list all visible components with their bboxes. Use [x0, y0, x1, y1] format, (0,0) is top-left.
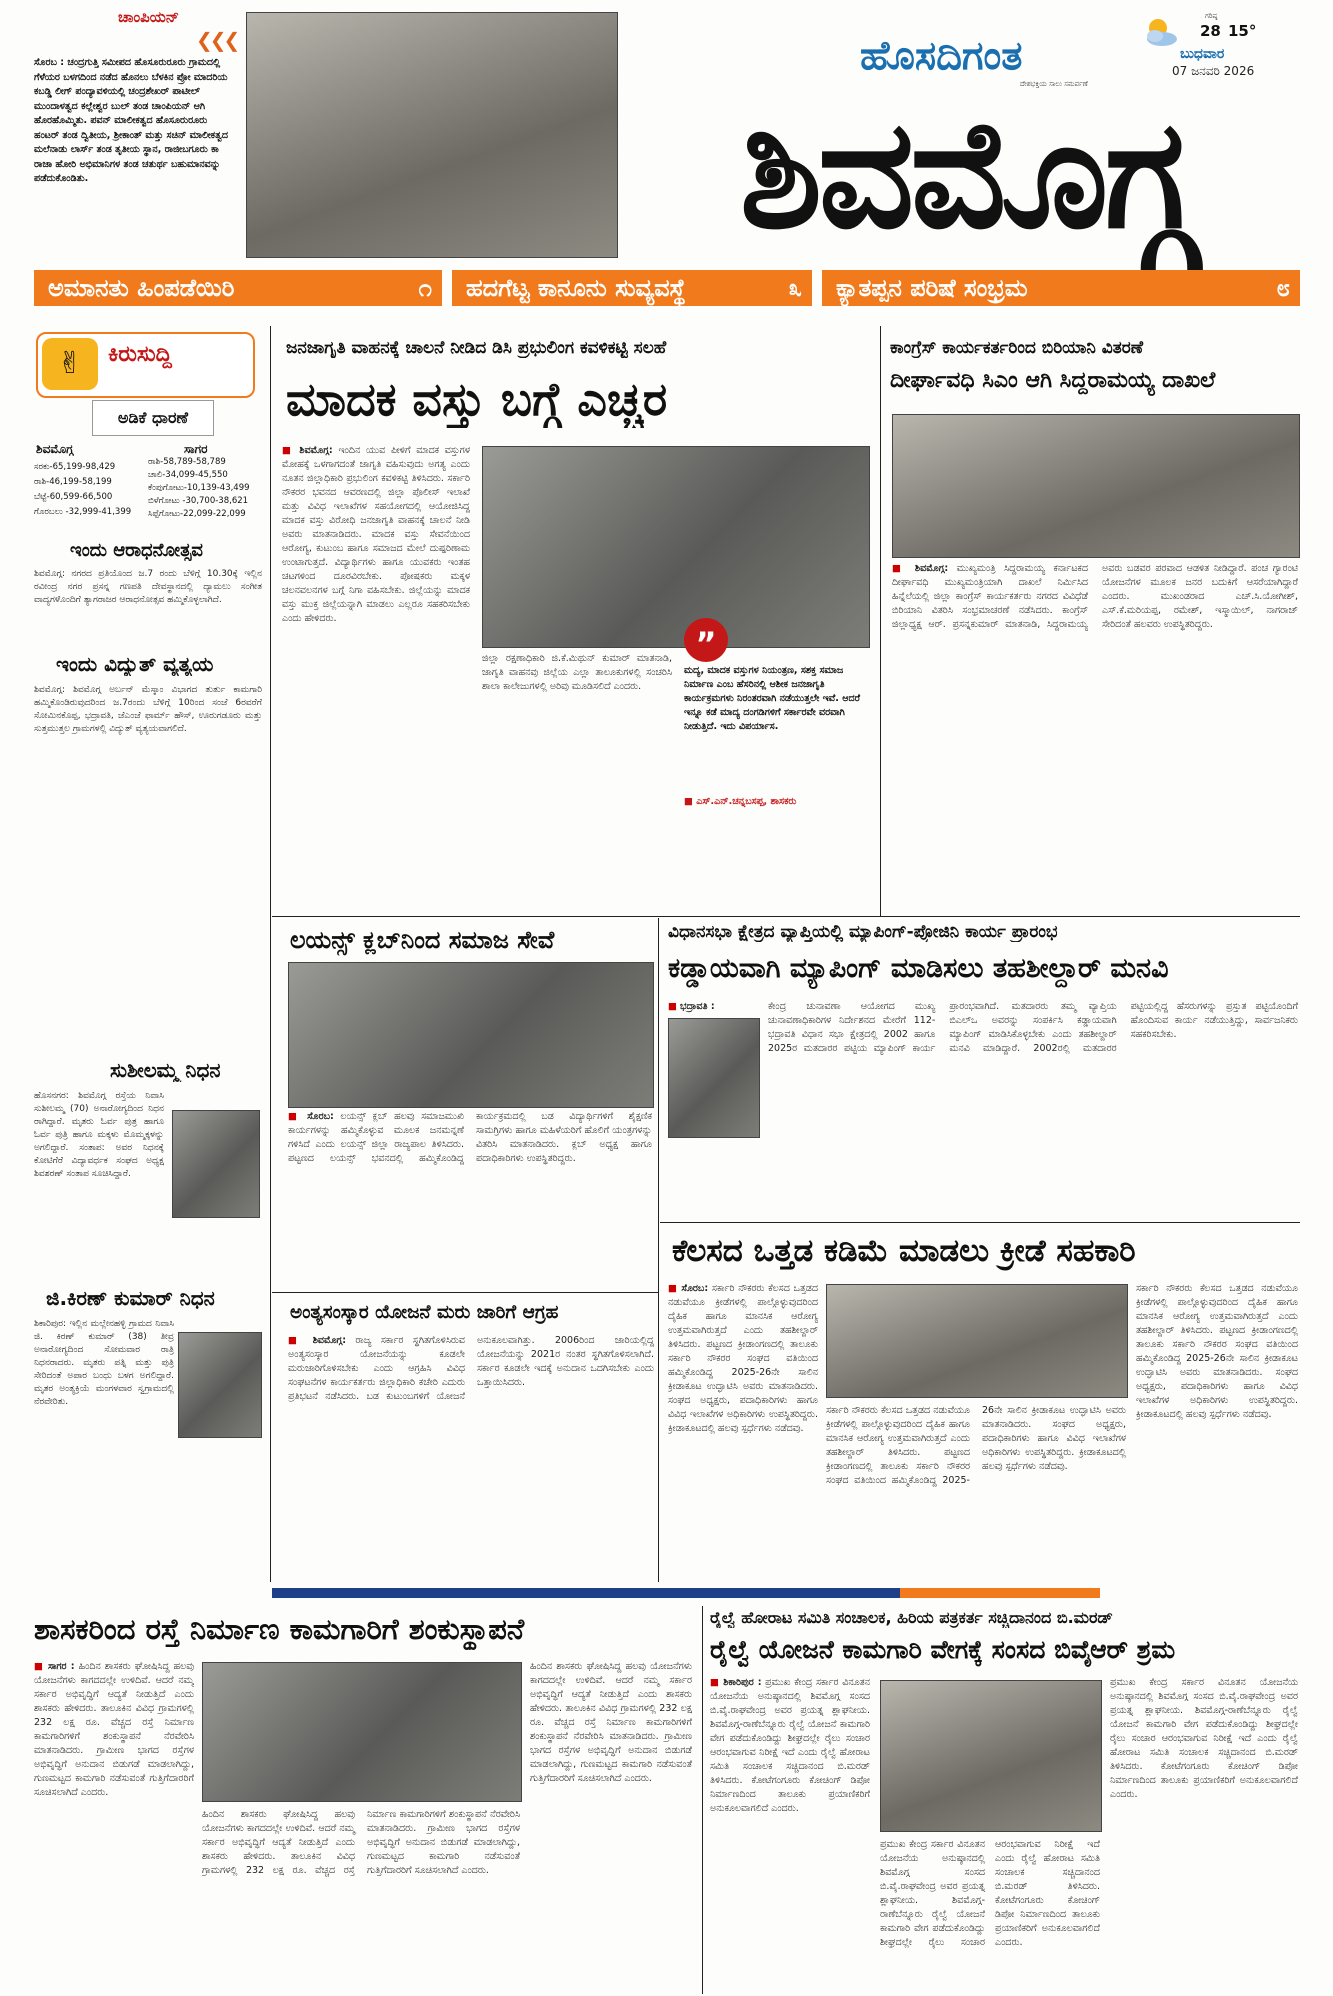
- story7-headline: ಶಾಸಕರಿಂದ ರಸ್ತೆ ನಿರ್ಮಾಣ ಕಾಮಗಾರಿಗೆ ಶಂಕುಸ್ಥಾಪನೆ: [34, 1612, 525, 1646]
- story4-headline: ಅಂತ್ಯಸಂಸ್ಕಾರ ಯೋಜನೆ ಮರು ಜಾರಿಗೆ ಆಗ್ರಹ: [290, 1302, 559, 1323]
- story3-photo: [288, 962, 654, 1108]
- champion-caption: ಸೊರಬ : ಚಂದ್ರಗುತ್ತಿ ಸಮೀಪದ ಹೊಸೂರುರೂರು ಗ್ರಾಮದಲ್ಲಿ ಗೆಳೆಯರ ಬಳಗದಿಂದ ನಡೆದ ಹೊನಲು ಬೆಳಕಿನ ಪ್ರೋ ಮಾದರಿಯ ಕಬಡ್ಡಿ ಲೀಗ್ ಪಂದ್ಯಾವಳಿಯಲ್ಲಿ ಚಂದ್ರಶೇಖರ್ ಪಾಟೀಲ್ ಮುಂದಾಳತ್ವದ ಕಲ್ಲೇಶ್ವರ ಬುಲ್ ತಂಡ ಚಾಂಪಿಯನ್ ಆಗಿ ಹೊರಹೊಮ್ಮಿತು. ಪವನ್ ಮಾಲೀಕತ್ವದ ಹೊಸೂರುರೂರು ಹಂಟರ್ ತಂಡ ದ್ವಿತೀಯ, ಶ್ರೀಕಾಂತ್ ಮತ್ತು ಸಚಿನ್ ಮಾಲೀಕತ್ವದ ಮಲೆನಾಡು ಲಾರ್ಸ್ ತಂಡ ತೃತೀಯ ಸ್ಥಾನ, ರಾಜೀಬಗೂರು ಕಾ ರಾಜಾ ಹೋರಿ ಅಭಿಮಾನಿಗಳ ತಂಡ ಚತುರ್ಥ ಬಹುಮಾನವನ್ನು ಪಡೆದುಕೊಂಡಿತು.: [34, 57, 228, 184]
- story2-headline: ದೀರ್ಘಾವಧಿ ಸಿಎಂ ಆಗಿ ಸಿದ್ದರಾಮಯ್ಯ ದಾಖಲೆ: [890, 368, 1216, 393]
- divider: [702, 1606, 703, 1994]
- index-title: ಕ್ಯಾತಪ್ಪನ ಪರಿಷೆ ಸಂಭ್ರಮ: [836, 274, 1028, 302]
- bullet-icon: ■: [892, 563, 907, 574]
- story5-kicker: ವಿಧಾನಸಭಾ ಕ್ಷೇತ್ರದ ವ್ಯಾಪ್ತಿಯಲ್ಲಿ ಮ್ಯಾಪಿಂಗ್-ಪ್ರೋಜಿನಿ ಕಾರ್ಯ ಪ್ರಾರಂಭ: [668, 922, 1058, 942]
- index-bar-3[interactable]: [822, 270, 1300, 306]
- rate-line: ರಾಶಿ-58,789-58,789: [148, 457, 226, 467]
- temp-label: ಗರಿಷ್ಠ: [1205, 12, 1218, 20]
- index-title: ಹದಗೆಟ್ಟ ಕಾನೂನು ಸುವ್ಯವಸ್ಥೆ: [466, 274, 686, 302]
- story1-body: [282, 444, 470, 910]
- rate-line: ಕೆಂಪುಗೋಟು-10,139-43,499: [148, 483, 250, 493]
- story2-photo: [892, 414, 1300, 558]
- bullet-icon: ■: [710, 1677, 720, 1688]
- bullet-icon: ■: [282, 445, 294, 456]
- story7-body2: ಹಿಂದಿನ ಶಾಸಕರು ಘೋಷಿಸಿದ್ದ ಹಲವು ಯೋಜನೆಗಳು ಕಾಗದದಲ್ಲೇ ಉಳಿದಿವೆ. ಆದರೆ ನಮ್ಮ ಸರ್ಕಾರ ಅಭಿವೃದ್ಧಿಗೆ ಆದ್ಯತೆ ನೀಡುತ್ತಿದೆ ಎಂದು ಶಾಸಕರು ಹೇಳಿದರು. ತಾಲೂಕಿನ ವಿವಿಧ ಗ್ರಾಮಗಳಲ್ಲಿ 232 ಲಕ್ಷ ರೂ. ವೆಚ್ಚದ ರಸ್ತೆ ನಿರ್ಮಾಣ ಕಾಮಗಾರಿಗಳಿಗೆ ಶಂಕುಸ್ಥಾಪನೆ ನೆರವೇರಿಸಿ ಮಾತನಾಡಿದರು. ಗ್ರಾಮೀಣ ಭಾಗದ ರಸ್ತೆಗಳ ಅಭಿವೃದ್ಧಿಗೆ ಅನುದಾನ ಬಿಡುಗಡೆ ಮಾಡಲಾಗಿದ್ದು, ಗುಣಮಟ್ಟದ ಕಾಮಗಾರಿ ನಡೆಸುವಂತೆ ಗುತ್ತಿಗೆದಾರರಿಗೆ ಸೂಚಿಸಲಾಗಿದೆ ಎಂದರು.: [202, 1809, 520, 1876]
- story7-body3: ಹಿಂದಿನ ಶಾಸಕರು ಘೋಷಿಸಿದ್ದ ಹಲವು ಯೋಜನೆಗಳು ಕಾಗದದಲ್ಲೇ ಉಳಿದಿವೆ. ಆದರೆ ನಮ್ಮ ಸರ್ಕಾರ ಅಭಿವೃದ್ಧಿಗೆ ಆದ್ಯತೆ ನೀಡುತ್ತಿದೆ ಎಂದು ಶಾಸಕರು ಹೇಳಿದರು. ತಾಲೂಕಿನ ವಿವಿಧ ಗ್ರಾಮಗಳಲ್ಲಿ 232 ಲಕ್ಷ ರೂ. ವೆಚ್ಚದ ರಸ್ತೆ ನಿರ್ಮಾಣ ಕಾಮಗಾರಿಗಳಿಗೆ ಶಂಕುಸ್ಥಾಪನೆ ನೆರವೇರಿಸಿ ಮಾತನಾಡಿದರು. ಗ್ರಾಮೀಣ ಭಾಗದ ರಸ್ತೆಗಳ ಅಭಿವೃದ್ಧಿಗೆ ಅನುದಾನ ಬಿಡುಗಡೆ ಮಾಡಲಾಗಿದ್ದು, ಗುಣಮಟ್ಟದ ಕಾಮಗಾರಿ ನಡೆಸುವಂತೆ ಗುತ್ತಿಗೆದಾರರಿಗೆ ಸೂಚಿಸಲಾಗಿದೆ ಎಂದರು.: [530, 1661, 692, 1784]
- bullet-icon: ■: [288, 1335, 304, 1346]
- bullet-icon: ■: [668, 1283, 678, 1294]
- story7-dateline: ಸಾಗರ :: [47, 1661, 75, 1672]
- bullet-icon: ■: [34, 1661, 44, 1672]
- sushila-text: ಹೊಸನಗರ: ಶಿವಮೊಗ್ಗ ರಸ್ತೆಯ ನಿವಾಸಿ ಸುಶೀಲಮ್ಮ (70) ಅನಾರೋಗ್ಯದಿಂದ ನಿಧನ ರಾಗಿದ್ದಾರೆ. ಮೃತರು ಓರ್ವ ಪುತ್ರ ಹಾಗೂ ಓರ್ವ ಪುತ್ರಿ ಹಾಗೂ ಮಕ್ಕಳು ಮೊಮ್ಮಕ್ಕಳನ್ನು ಅಗಲಿದ್ದಾರೆ. ಸಂತಾಪ: ಅವರ ನಿಧನಕ್ಕೆ ಕೋಟಿಗೆರೆ ವಿದ್ಯಾವರ್ಧಕ ಸಂಘದ ಅಧ್ಯಕ್ಷ ಶಿವಶರಣ್ ಸಂತಾಪ ಸೂಚಿಸಿದ್ದಾರೆ.: [34, 1091, 164, 1179]
- story4-text: ರಾಜ್ಯ ಸರ್ಕಾರ ಸ್ಥಗಿತಗೊಳಿಸಿರುವ ಅಂತ್ಯಸಂಸ್ಕಾರ ಯೋಜನೆಯನ್ನು ಕೂಡಲೇ ಮರುಜಾರಿಗೊಳಿಸಬೇಕು ಎಂದು ಆಗ್ರಹಿಸಿ ವಿವಿಧ ಸಂಘಟನೆಗಳ ಕಾರ್ಯಕರ್ತರು ಜಿಲ್ಲಾಧಿಕಾರಿ ಕಚೇರಿ ಎದುರು ಪ್ರತಿಭಟನೆ ನಡೆಸಿದರು. ಬಡ ಕುಟುಂಬಗಳಿಗೆ ಯೋಜನೆ ಅನುಕೂಲವಾಗಿತ್ತು. 2006ರಿಂದ ಜಾರಿಯಲ್ಲಿದ್ದ ಯೋಜನೆಯನ್ನು 2021ರ ನಂತರ ಸ್ಥಗಿತಗೊಳಿಸಲಾಗಿದೆ. ಸರ್ಕಾರ ಕೂಡಲೇ ಇದಕ್ಕೆ ಅನುದಾನ ಒದಗಿಸಬೇಕು ಎಂದು ಒತ್ತಾಯಿಸಿದರು.: [288, 1335, 654, 1402]
- rate-line: ಚಾಲಿ-34,099-45,550: [148, 470, 228, 480]
- sushila-photo: [172, 1110, 260, 1218]
- story1-body2: ಜಿಲ್ಲಾ ರಕ್ಷಣಾಧಿಕಾರಿ ಜಿ.ಕೆ.ಮಿಥುನ್ ಕುಮಾರ್ ಮಾತನಾಡಿ, ಜಾಗೃತಿ ವಾಹನವು ಜಿಲ್ಲೆಯ ಎಲ್ಲಾ ತಾಲೂಕುಗಳಲ್ಲಿ ಸಂಚರಿಸಿ ಶಾಲಾ ಕಾಲೇಜುಗಳಲ್ಲಿ ಅರಿವು ಮೂಡಿಸಲಿದೆ ಎಂದರು.: [482, 653, 672, 692]
- story8-body2: ಪ್ರಮುಖ ಕೇಂದ್ರ ಸರ್ಕಾರ ವಿನೂತನ ಯೋಜನೆಯ ಅನುಷ್ಠಾನದಲ್ಲಿ ಶಿವಮೊಗ್ಗ ಸಂಸದ ಬಿ.ವೈ.ರಾಘವೇಂದ್ರ ಅವರ ಪ್ರಯತ್ನ ಶ್ಲಾಘನೀಯ. ಶಿವಮೊಗ್ಗ-ರಾಣೆಬೆನ್ನೂರು ರೈಲ್ವೆ ಯೋಜನೆ ಕಾಮಗಾರಿ ವೇಗ ಪಡೆದುಕೊಂಡಿದ್ದು ಶೀಘ್ರದಲ್ಲೇ ರೈಲು ಸಂಚಾರ ಆರಂಭವಾಗುವ ನಿರೀಕ್ಷೆ ಇದೆ ಎಂದು ರೈಲ್ವೆ ಹೋರಾಟ ಸಮಿತಿ ಸಂಚಾಲಕ ಸಚ್ಚಿದಾನಂದ ಬಿ.ಮರಡ್ ತಿಳಿಸಿದರು. ಕೋಟೆಗಂಗೂರು ಕೋಚಿಂಗ್ ಡಿಪೋ ನಿರ್ಮಾಣದಿಂದ ತಾಲೂಕು ಪ್ರಯಾಣಿಕರಿಗೆ ಅನುಕೂಲವಾಗಲಿದೆ ಎಂದರು.: [880, 1839, 1100, 1948]
- story5-dateline: ಭದ್ರಾವತಿ :: [680, 1001, 715, 1012]
- kiran-photo: [178, 1332, 262, 1438]
- shimoga-rates-title: ಶಿವಮೊಗ್ಗ: [36, 442, 74, 456]
- story8-body3: ಪ್ರಮುಖ ಕೇಂದ್ರ ಸರ್ಕಾರ ವಿನೂತನ ಯೋಜನೆಯ ಅನುಷ್ಠಾನದಲ್ಲಿ ಶಿವಮೊಗ್ಗ ಸಂಸದ ಬಿ.ವೈ.ರಾಘವೇಂದ್ರ ಅವರ ಪ್ರಯತ್ನ ಶ್ಲಾಘನೀಯ. ಶಿವಮೊಗ್ಗ-ರಾಣೆಬೆನ್ನೂರು ರೈಲ್ವೆ ಯೋಜನೆ ಕಾಮಗಾರಿ ವೇಗ ಪಡೆದುಕೊಂಡಿದ್ದು ಶೀಘ್ರದಲ್ಲೇ ರೈಲು ಸಂಚಾರ ಆರಂಭವಾಗುವ ನಿರೀಕ್ಷೆ ಇದೆ ಎಂದು ರೈಲ್ವೆ ಹೋರಾಟ ಸಮಿತಿ ಸಂಚಾಲಕ ಸಚ್ಚಿದಾನಂದ ಬಿ.ಮರಡ್ ತಿಳಿಸಿದರು. ಕೋಟೆಗಂಗೂರು ಕೋಚಿಂಗ್ ಡಿಪೋ ನಿರ್ಮಾಣದಿಂದ ತಾಲೂಕು ಪ್ರಯಾಣಿಕರಿಗೆ ಅನುಕೂಲವಾಗಲಿದೆ ಎಂದರು.: [1110, 1677, 1298, 1800]
- divider: [272, 1292, 658, 1293]
- section-strip: [900, 1588, 1100, 1598]
- quote-icon: ”: [684, 618, 728, 662]
- kiran-text: ಶಿಕಾರಿಪುರ: ಇಲ್ಲಿನ ಮಲ್ಲೇನಹಳ್ಳಿ ಗ್ರಾಮದ ನಿವಾಸಿ ಜಿ. ಕಿರಣ್ ಕುಮಾರ್ (38) ತೀವ್ರ ಅನಾರೋಗ್ಯದಿಂದ ಸೋಮವಾರ ರಾತ್ರಿ ನಿಧನರಾದರು. ಮೃತರು ಪತ್ನಿ ಮತ್ತು ಪುತ್ರಿ ಸೇರಿದಂತೆ ಅಪಾರ ಬಂಧು ಬಳಗ ಅಗಲಿದ್ದಾರೆ. ಮೃತರ ಅಂತ್ಯಕ್ರಿಯೆ ಮಂಗಳವಾರ ಸ್ವಗ್ರಾಮದಲ್ಲಿ ನೆರವೇರಿತು.: [34, 1319, 174, 1407]
- weather-icon: [1140, 14, 1180, 48]
- story3-dateline: ಸೊರಬ:: [307, 1111, 334, 1122]
- divider: [658, 918, 659, 1582]
- story4-dateline: ಶಿವಮೊಗ್ಗ:: [312, 1335, 347, 1346]
- index-title: ಅಮಾನತು ಹಿಂಪಡೆಯಿರಿ: [48, 274, 235, 302]
- sagar-rates-title: ಸಾಗರ: [184, 442, 208, 456]
- paper-logo: ಹೊಸದಿಗಂತ: [860, 33, 1023, 79]
- story8-body: [710, 1676, 870, 1990]
- story2-kicker: ಕಾಂಗ್ರೆಸ್ ಕಾರ್ಯಕರ್ತರಿಂದ ಬಿರಿಯಾನಿ ವಿತರಣೆ: [890, 338, 1144, 358]
- story6-body3: ಸರ್ಕಾರಿ ನೌಕರರು ಕೆಲಸದ ಒತ್ತಡದ ನಡುವೆಯೂ ಕ್ರೀಡೆಗಳಲ್ಲಿ ಪಾಲ್ಗೊಳ್ಳುವುದರಿಂದ ದೈಹಿಕ ಹಾಗೂ ಮಾನಸಿಕ ಆರೋಗ್ಯ ಉತ್ತಮವಾಗಿರುತ್ತದೆ ಎಂದು ತಹಶೀಲ್ದಾರ್ ತಿಳಿಸಿದರು. ಪಟ್ಟಣದ ಕ್ರೀಡಾಂಗಣದಲ್ಲಿ ತಾಲೂಕು ಸರ್ಕಾರಿ ನೌಕರರ ಸಂಘದ ವತಿಯಿಂದ ಹಮ್ಮಿಕೊಂಡಿದ್ದ 2025-26ನೇ ಸಾಲಿನ ಕ್ರೀಡಾಕೂಟ ಉದ್ಘಾಟಿಸಿ ಅವರು ಮಾತನಾಡಿದರು. ಸಂಘದ ಅಧ್ಯಕ್ಷರು, ಪದಾಧಿಕಾರಿಗಳು ಹಾಗೂ ವಿವಿಧ ಇಲಾಖೆಗಳ ಅಧಿಕಾರಿಗಳು ಉಪಸ್ಥಿತರಿದ್ದರು. ಕ್ರೀಡಾಕೂಟದಲ್ಲಿ ಹಲವು ಸ್ಪರ್ಧೆಗಳು ನಡೆದವು.: [1136, 1283, 1298, 1420]
- story1-text: ಇಂದಿನ ಯುವ ಪೀಳಿಗೆ ಮಾದಕ ವಸ್ತುಗಳ ಮೋಹಕ್ಕೆ ಒಳಗಾಗದಂತೆ ಜಾಗೃತಿ ವಹಿಸುವುದು ಅಗತ್ಯ ಎಂದು ನೂತನ ಜಿಲ್ಲಾಧಿಕಾರಿ ಪ್ರಭುಲಿಂಗ ಕವಳಿಕಟ್ಟಿ ತಿಳಿಸಿದರು. ಸರ್ಕಾರಿ ನೌಕರರ ಭವನದ ಆವರಣದಲ್ಲಿ ಜಿಲ್ಲಾ ಪೊಲೀಸ್ ಇಲಾಖೆ ಮತ್ತು ವಿವಿಧ ಇಲಾಖೆಗಳ ಸಹಯೋಗದಲ್ಲಿ ಆಯೋಜಿಸಿದ್ದ ಮಾದಕ ವಸ್ತು ವಿರೋಧಿ ಜನಜಾಗೃತಿ ವಾಹನಕ್ಕೆ ಚಾಲನೆ ನೀಡಿ ಅವರು ಮಾತನಾಡಿದರು. ಮಾದಕ ವಸ್ತು ಸೇವನೆಯಿಂದ ಆರೋಗ್ಯ, ಕುಟುಂಬ ಹಾಗೂ ಸಮಾಜದ ಮೇಲೆ ದುಷ್ಪರಿಣಾಮ ಉಂಟಾಗುತ್ತದೆ. ವಿದ್ಯಾರ್ಥಿಗಳು ಹಾಗೂ ಯುವಕರು ಇಂತಹ ಚಟಗಳಿಂದ ದೂರವಿರಬೇಕು. ಪೋಷಕರು ಮಕ್ಕಳ ಚಲನವಲನಗಳ ಬಗ್ಗೆ ನಿಗಾ ವಹಿಸಬೇಕು. ಜಿಲ್ಲೆಯನ್ನು ಮಾದಕ ವಸ್ತು ಮುಕ್ತ ಜಿಲ್ಲೆಯನ್ನಾಗಿ ಮಾಡಲು ಎಲ್ಲರೂ ಸಹಕರಿಸಬೇಕು ಎಂದು ಹೇಳಿದರು.: [282, 445, 470, 624]
- story7-body: [34, 1660, 194, 1990]
- sushila-title: ಸುಶೀಲಮ್ಮ ನಿಧನ: [110, 1058, 221, 1082]
- story8-headline: ರೈಲ್ವೆ ಯೋಜನೆ ಕಾಮಗಾರಿ ವೇಗಕ್ಕೆ ಸಂಸದ ಬಿವೈಆರ್ ಶ್ರಮ: [710, 1635, 1176, 1664]
- section-strip: [272, 1588, 952, 1598]
- divider: [270, 326, 271, 1582]
- story8-dateline: ಶಿಕಾರಿಪುರ :: [723, 1677, 762, 1688]
- adike-title: ಅಡಿಕೆ ಧಾರಣೆ: [92, 400, 214, 436]
- paper-tagline: ದೇಶಭಕ್ತಿಯ ಸಾಲು ಸಮರ್ಪಣೆ: [1020, 80, 1088, 88]
- story1-photo: [482, 446, 870, 648]
- story5-headline: ಕಡ್ಡಾಯವಾಗಿ ಮ್ಯಾಪಿಂಗ್ ಮಾಡಿಸಲು ತಹಶೀಲ್ದಾರ್ ಮನವಿ: [668, 953, 1169, 984]
- index-page: ೩: [788, 274, 802, 302]
- story3-text: ಲಯನ್ಸ್ ಕ್ಲಬ್ ಹಲವು ಸಮಾಜಮುಖಿ ಕಾರ್ಯಗಳನ್ನು ಹಮ್ಮಿಕೊಳ್ಳುವ ಮೂಲಕ ಜನಮನ್ನಣೆ ಗಳಿಸಿದೆ ಎಂದು ಲಯನ್ಸ್ ಜಿಲ್ಲಾ ರಾಜ್ಯಪಾಲ ತಿಳಿಸಿದರು. ಪಟ್ಟಣದ ಲಯನ್ಸ್ ಭವನದಲ್ಲಿ ಹಮ್ಮಿಕೊಂಡಿದ್ದ ಕಾರ್ಯಕ್ರಮದಲ್ಲಿ ಬಡ ವಿದ್ಯಾರ್ಥಿಗಳಿಗೆ ಶೈಕ್ಷಣಿಕ ಸಾಮಗ್ರಿಗಳು ಹಾಗೂ ಮಹಿಳೆಯರಿಗೆ ಹೊಲಿಗೆ ಯಂತ್ರಗಳನ್ನು ವಿತರಿಸಿ ಮಾತನಾಡಿದರು. ಕ್ಲಬ್ ಅಧ್ಯಕ್ಷ ಹಾಗೂ ಪದಾಧಿಕಾರಿಗಳು ಉಪಸ್ಥಿತರಿದ್ದರು.: [288, 1111, 652, 1164]
- story6-headline: ಕೆಲಸದ ಒತ್ತಡ ಕಡಿಮೆ ಮಾಡಲು ಕ್ರೀಡೆ ಸಹಕಾರಿ: [672, 1233, 1136, 1269]
- story1-dateline: ಶಿವಮೊಗ್ಗ:: [299, 445, 333, 456]
- story8-kicker: ರೈಲ್ವೆ ಹೋರಾಟ ಸಮಿತಿ ಸಂಚಾಲಕ, ಹಿರಿಯ ಪತ್ರಕರ್ತ ಸಚ್ಚಿದಾನಂದ ಬಿ.ಮರಡ್: [710, 1608, 1113, 1627]
- story1-kicker: ಜನಜಾಗೃತಿ ವಾಹನಕ್ಕೆ ಚಾಲನೆ ನೀಡಿದ ಡಿಸಿ ಪ್ರಭುಲಿಂಗ ಕವಳಿಕಟ್ಟಿ ಸಲಹೆ: [286, 338, 667, 358]
- chevrons-icon: ❮❮❮: [196, 28, 238, 52]
- story6-dateline: ಸೊರಬ:: [681, 1283, 709, 1294]
- rate-line: ಗೊರಬಲು -32,999-41,399: [34, 507, 132, 517]
- aradhana-text: ಶಿವಮೊಗ್ಗ: ನಗರದ ಪ್ರತಿಯೊಂದ ಜ.7 ರಂದು ಬೆಳಿಗ್ಗೆ 10.30ಕ್ಕೆ ಇಲ್ಲಿನ ರವೀಂದ್ರ ನಗರ ಪ್ರಸನ್ನ ಗಣಪತಿ ದೇವಸ್ಥಾನದಲ್ಲಿ ದ್ಯಾಮಲು ಸಂಗೀತ ವಾದ್ಯಗಳೊಂದಿಗೆ ತ್ಯಾಗರಾಜರ ಆರಾಧನೋತ್ಸವ ಹಮ್ಮಿಕೊಳ್ಳಲಾಗಿದೆ.: [34, 569, 262, 605]
- story4-body: [288, 1334, 654, 1576]
- story6-body: [668, 1282, 818, 1578]
- bullet-icon: ■: [668, 1001, 677, 1012]
- story2-dateline: ಶಿವಮೊಗ್ಗ:: [914, 563, 949, 574]
- rate-line: ಸರಕು-65,199-98,429: [34, 462, 116, 472]
- bullet-icon: ■: [288, 1111, 301, 1122]
- quote-author: ಎಸ್.ಎನ್.ಚನ್ನಬಸಪ್ಪ, ಶಾಸಕರು: [696, 796, 797, 807]
- bullet-icon: ■: [684, 796, 697, 807]
- day-label: ಬುಧವಾರ: [1180, 46, 1225, 62]
- power-title: ಇಂದು ವಿದ್ಯುತ್ ವ್ಯತ್ಯಯ: [56, 652, 214, 676]
- story8-photo: [880, 1680, 1102, 1832]
- temp-low: 15°: [1228, 22, 1257, 40]
- shimoga-rates: [34, 460, 144, 520]
- story3-headline: ಲಯನ್ಸ್ ಕ್ಲಬ್‌ನಿಂದ ಸಮಾಜ ಸೇವೆ: [290, 926, 555, 954]
- kiran-title: ಜಿ.ಕಿರಣ್ ಕುಮಾರ್ ನಿಧನ: [46, 1286, 215, 1310]
- index-bar-1[interactable]: [34, 270, 442, 306]
- power-text: ಶಿವಮೊಗ್ಗ: ಶಿವಮೊಗ್ಗ ಅರ್ಬನ್ ಮೆಸ್ಕಾಂ ವಿಭಾಗದ ತುರ್ತು ಕಾಮಗಾರಿ ಹಮ್ಮಿಕೊಂಡಿರುವುದರಿಂದ ಜ.7ರಂದು ಬೆಳಿಗ್ಗೆ 10ರಿಂದ ಸಂಜೆ 6ರವರೆಗೆ ಸೋಮಿನಕೊಪ್ಪ, ಭದ್ರಾವತಿ, ಜೆಎಂಜೆ ಫಾರ್ಮ್ ಹೌಸ್, ಊರುಗಡೂರು ಮತ್ತು ಸುತ್ತಮುತ್ತಲ ಗ್ರಾಮಗಳಲ್ಲಿ ವಿದ್ಯುತ್ ವ್ಯತ್ಯಯವಾಗಲಿದೆ.: [34, 685, 262, 734]
- rate-line: ಬಿಳೆಗೋಟು -30,700-38,621: [148, 496, 249, 506]
- temp-high: 28: [1200, 22, 1221, 40]
- story7-photo: [202, 1662, 522, 1802]
- story5-body: ಕೇಂದ್ರ ಚುನಾವಣಾ ಆಯೋಗದ ಮುಖ್ಯ ಚುನಾವಣಾಧಿಕಾರಿಗಳ ನಿರ್ದೇಶನದ ಮೇರೆಗೆ 112-ಭದ್ರಾವತಿ ವಿಧಾನ ಸಭಾ ಕ್ಷೇತ್ರದಲ್ಲಿ 2002 ಹಾಗೂ 2025ರ ಮತದಾರರ ಪಟ್ಟಿಯ ಮ್ಯಾಪಿಂಗ್ ಕಾರ್ಯ ಪ್ರಾರಂಭವಾಗಿದೆ. ಮತದಾರರು ತಮ್ಮ ವ್ಯಾಪ್ತಿಯ ಬಿಎಲ್‌ಒ ಅವರನ್ನು ಸಂಪರ್ಕಿಸಿ ಕಡ್ಡಾಯವಾಗಿ ಮ್ಯಾಪಿಂಗ್ ಮಾಡಿಸಿಕೊಳ್ಳಬೇಕು ಎಂದು ತಹಶೀಲ್ದಾರ್ ಮನವಿ ಮಾಡಿದ್ದಾರೆ. 2002ರಲ್ಲಿ ಮತದಾರರ ಪಟ್ಟಿಯಲ್ಲಿದ್ದ ಹೆಸರುಗಳನ್ನು ಪ್ರಸ್ತುತ ಪಟ್ಟಿಯೊಂದಿಗೆ ಹೊಂದಿಸುವ ಕಾರ್ಯ ನಡೆಯುತ್ತಿದ್ದು, ಸಾರ್ವಜನಿಕರು ಸಹಕರಿಸಬೇಕು.: [768, 1001, 1298, 1054]
- story2-body: [892, 562, 1298, 908]
- aradhana-title: ಇಂದು ಆರಾಧನೋತ್ಸವ: [70, 540, 203, 561]
- story6-photo: [826, 1284, 1128, 1398]
- index-page: ೧: [418, 274, 432, 302]
- story1-quote: ಮದ್ಯ, ಮಾದಕ ವಸ್ತುಗಳ ನಿಯಂತ್ರಣ, ಸಶಕ್ತ ಸಮಾಜ ನಿರ್ಮಾಣ ಎಂಬ ಹೆಸರಿನಲ್ಲಿ ಆಶೀಕ ಜನಜಾಗೃತಿ ಕಾರ್ಯಕ್ರಮಗಳು ನಿರಂತರವಾಗಿ ನಡೆಯುತ್ತಲೇ ಇವೆ. ಆದರೆ ಇನ್ನೂ ಕಡೆ ಮಾದ್ಯ ದಂಗಡಿಗಳಿಗೆ ಸರ್ಕಾರವೇ ವರವಾಗಿ ನೀಡುತ್ತಿದೆ. ಇದು ವಿಪರ್ಯಾಸ.: [684, 665, 861, 732]
- hand-icon: ✌: [42, 338, 98, 390]
- story1-quote-by: [684, 796, 874, 807]
- rate-line: ಬೆಟ್ಟೆ-60,599-66,500: [34, 492, 113, 502]
- index-bar-2[interactable]: [452, 270, 812, 306]
- story5-photo: [668, 1018, 760, 1138]
- story1-headline: ಮಾದಕ ವಸ್ತು ಬಗ್ಗೆ ಎಚ್ಚರ: [286, 372, 668, 426]
- rate-line: ಸಿಪ್ಪೆಗೋಟು-22,099-22,099: [148, 509, 246, 519]
- date-label: 07 ಜನವರಿ 2026: [1172, 64, 1255, 78]
- divider: [880, 326, 881, 916]
- story8-text: ಪ್ರಮುಖ ಕೇಂದ್ರ ಸರ್ಕಾರ ವಿನೂತನ ಯೋಜನೆಯ ಅನುಷ್ಠಾನದಲ್ಲಿ ಶಿವಮೊಗ್ಗ ಸಂಸದ ಬಿ.ವೈ.ರಾಘವೇಂದ್ರ ಅವರ ಪ್ರಯತ್ನ ಶ್ಲಾಘನೀಯ. ಶಿವಮೊಗ್ಗ-ರಾಣೆಬೆನ್ನೂರು ರೈಲ್ವೆ ಯೋಜನೆ ಕಾಮಗಾರಿ ವೇಗ ಪಡೆದುಕೊಂಡಿದ್ದು ಶೀಘ್ರದಲ್ಲೇ ರೈಲು ಸಂಚಾರ ಆರಂಭವಾಗುವ ನಿರೀಕ್ಷೆ ಇದೆ ಎಂದು ರೈಲ್ವೆ ಹೋರಾಟ ಸಮಿತಿ ಸಂಚಾಲಕ ಸಚ್ಚಿದಾನಂದ ಬಿ.ಮರಡ್ ತಿಳಿಸಿದರು. ಕೋಟೆಗಂಗೂರು ಕೋಚಿಂಗ್ ಡಿಪೋ ನಿರ್ಮಾಣದಿಂದ ತಾಲೂಕು ಪ್ರಯಾಣಿಕರಿಗೆ ಅನುಕೂಲವಾಗಲಿದೆ ಎಂದರು.: [710, 1677, 870, 1814]
- story6-body2: ಸರ್ಕಾರಿ ನೌಕರರು ಕೆಲಸದ ಒತ್ತಡದ ನಡುವೆಯೂ ಕ್ರೀಡೆಗಳಲ್ಲಿ ಪಾಲ್ಗೊಳ್ಳುವುದರಿಂದ ದೈಹಿಕ ಹಾಗೂ ಮಾನಸಿಕ ಆರೋಗ್ಯ ಉತ್ತಮವಾಗಿರುತ್ತದೆ ಎಂದು ತಹಶೀಲ್ದಾರ್ ತಿಳಿಸಿದರು. ಪಟ್ಟಣದ ಕ್ರೀಡಾಂಗಣದಲ್ಲಿ ತಾಲೂಕು ಸರ್ಕಾರಿ ನೌಕರರ ಸಂಘದ ವತಿಯಿಂದ ಹಮ್ಮಿಕೊಂಡಿದ್ದ 2025-26ನೇ ಸಾಲಿನ ಕ್ರೀಡಾಕೂಟ ಉದ್ಘಾಟಿಸಿ ಅವರು ಮಾತನಾಡಿದರು. ಸಂಘದ ಅಧ್ಯಕ್ಷರು, ಪದಾಧಿಕಾರಿಗಳು ಹಾಗೂ ವಿವಿಧ ಇಲಾಖೆಗಳ ಅಧಿಕಾರಿಗಳು ಉಪಸ್ಥಿತರಿದ್ದರು. ಕ್ರೀಡಾಕೂಟದಲ್ಲಿ ಹಲವು ಸ್ಪರ್ಧೆಗಳು ನಡೆದವು.: [826, 1405, 1126, 1486]
- edition-name: ಶಿವಮೊಗ್ಗ: [739, 88, 1191, 262]
- story3-body: [288, 1110, 652, 1286]
- kiru-logo-text: ಕಿರುಸುದ್ದಿ: [108, 342, 172, 367]
- sagar-rates: [148, 456, 268, 521]
- kabaddi-team-photo: [246, 12, 618, 258]
- index-page: ೮: [1276, 274, 1290, 302]
- champion-tag: ಚಾಂಪಿಯನ್: [118, 8, 180, 26]
- rate-line: ರಾಶಿ-46,199-58,199: [34, 477, 112, 487]
- divider: [272, 916, 1300, 917]
- divider: [660, 1222, 1300, 1223]
- story6-text: ಸರ್ಕಾರಿ ನೌಕರರು ಕೆಲಸದ ಒತ್ತಡದ ನಡುವೆಯೂ ಕ್ರೀಡೆಗಳಲ್ಲಿ ಪಾಲ್ಗೊಳ್ಳುವುದರಿಂದ ದೈಹಿಕ ಹಾಗೂ ಮಾನಸಿಕ ಆರೋಗ್ಯ ಉತ್ತಮವಾಗಿರುತ್ತದೆ ಎಂದು ತಹಶೀಲ್ದಾರ್ ತಿಳಿಸಿದರು. ಪಟ್ಟಣದ ಕ್ರೀಡಾಂಗಣದಲ್ಲಿ ತಾಲೂಕು ಸರ್ಕಾರಿ ನೌಕರರ ಸಂಘದ ವತಿಯಿಂದ ಹಮ್ಮಿಕೊಂಡಿದ್ದ 2025-26ನೇ ಸಾಲಿನ ಕ್ರೀಡಾಕೂಟ ಉದ್ಘಾಟಿಸಿ ಅವರು ಮಾತನಾಡಿದರು. ಸಂಘದ ಅಧ್ಯಕ್ಷರು, ಪದಾಧಿಕಾರಿಗಳು ಹಾಗೂ ವಿವಿಧ ಇಲಾಖೆಗಳ ಅಧಿಕಾರಿಗಳು ಉಪಸ್ಥಿತರಿದ್ದರು. ಕ್ರೀಡಾಕೂಟದಲ್ಲಿ ಹಲವು ಸ್ಪರ್ಧೆಗಳು ನಡೆದವು.: [668, 1283, 818, 1434]
- story7-text: ಹಿಂದಿನ ಶಾಸಕರು ಘೋಷಿಸಿದ್ದ ಹಲವು ಯೋಜನೆಗಳು ಕಾಗದದಲ್ಲೇ ಉಳಿದಿವೆ. ಆದರೆ ನಮ್ಮ ಸರ್ಕಾರ ಅಭಿವೃದ್ಧಿಗೆ ಆದ್ಯತೆ ನೀಡುತ್ತಿದೆ ಎಂದು ಶಾಸಕರು ಹೇಳಿದರು. ತಾಲೂಕಿನ ವಿವಿಧ ಗ್ರಾಮಗಳಲ್ಲಿ 232 ಲಕ್ಷ ರೂ. ವೆಚ್ಚದ ರಸ್ತೆ ನಿರ್ಮಾಣ ಕಾಮಗಾರಿಗಳಿಗೆ ಶಂಕುಸ್ಥಾಪನೆ ನೆರವೇರಿಸಿ ಮಾತನಾಡಿದರು. ಗ್ರಾಮೀಣ ಭಾಗದ ರಸ್ತೆಗಳ ಅಭಿವೃದ್ಧಿಗೆ ಅನುದಾನ ಬಿಡುಗಡೆ ಮಾಡಲಾಗಿದ್ದು, ಗುಣಮಟ್ಟದ ಕಾಮಗಾರಿ ನಡೆಸುವಂತೆ ಗುತ್ತಿಗೆದಾರರಿಗೆ ಸೂಚಿಸಲಾಗಿದೆ ಎಂದರು.: [34, 1661, 194, 1798]
- story2-text: ಮುಖ್ಯಮಂತ್ರಿ ಸಿದ್ದರಾಮಯ್ಯ ಕರ್ನಾಟಕದ ದೀರ್ಘಾವಧಿ ಮುಖ್ಯಮಂತ್ರಿಯಾಗಿ ದಾಖಲೆ ನಿರ್ಮಿಸಿದ ಹಿನ್ನೆಲೆಯಲ್ಲಿ ಜಿಲ್ಲಾ ಕಾಂಗ್ರೆಸ್ ಕಾರ್ಯಕರ್ತರು ನಗರದ ವಿವಿಧೆಡೆ ಬಿರಿಯಾನಿ ವಿತರಿಸಿ ಸಂಭ್ರಮಾಚರಣೆ ನಡೆಸಿದರು. ಕಾಂಗ್ರೆಸ್ ಜಿಲ್ಲಾಧ್ಯಕ್ಷ ಆರ್. ಪ್ರಸನ್ನಕುಮಾರ್ ಮಾತನಾಡಿ, ಸಿದ್ದರಾಮಯ್ಯ ಅವರು ಬಡವರ ಪರವಾದ ಆಡಳಿತ ನೀಡಿದ್ದಾರೆ. ಪಂಚ ಗ್ಯಾರಂಟಿ ಯೋಜನೆಗಳ ಮೂಲಕ ಜನರ ಬದುಕಿಗೆ ಆಸರೆಯಾಗಿದ್ದಾರೆ ಎಂದರು. ಮುಖಂಡರಾದ ಎಚ್.ಸಿ.ಯೋಗೀಶ್, ಎಸ್.ಕೆ.ಮರಿಯಪ್ಪ, ರಮೇಶ್, ಇಸ್ಮಾಯಿಲ್, ನಾಗರಾಜ್ ಸೇರಿದಂತೆ ಹಲವರು ಉಪಸ್ಥಿತರಿದ್ದರು.: [892, 563, 1298, 630]
